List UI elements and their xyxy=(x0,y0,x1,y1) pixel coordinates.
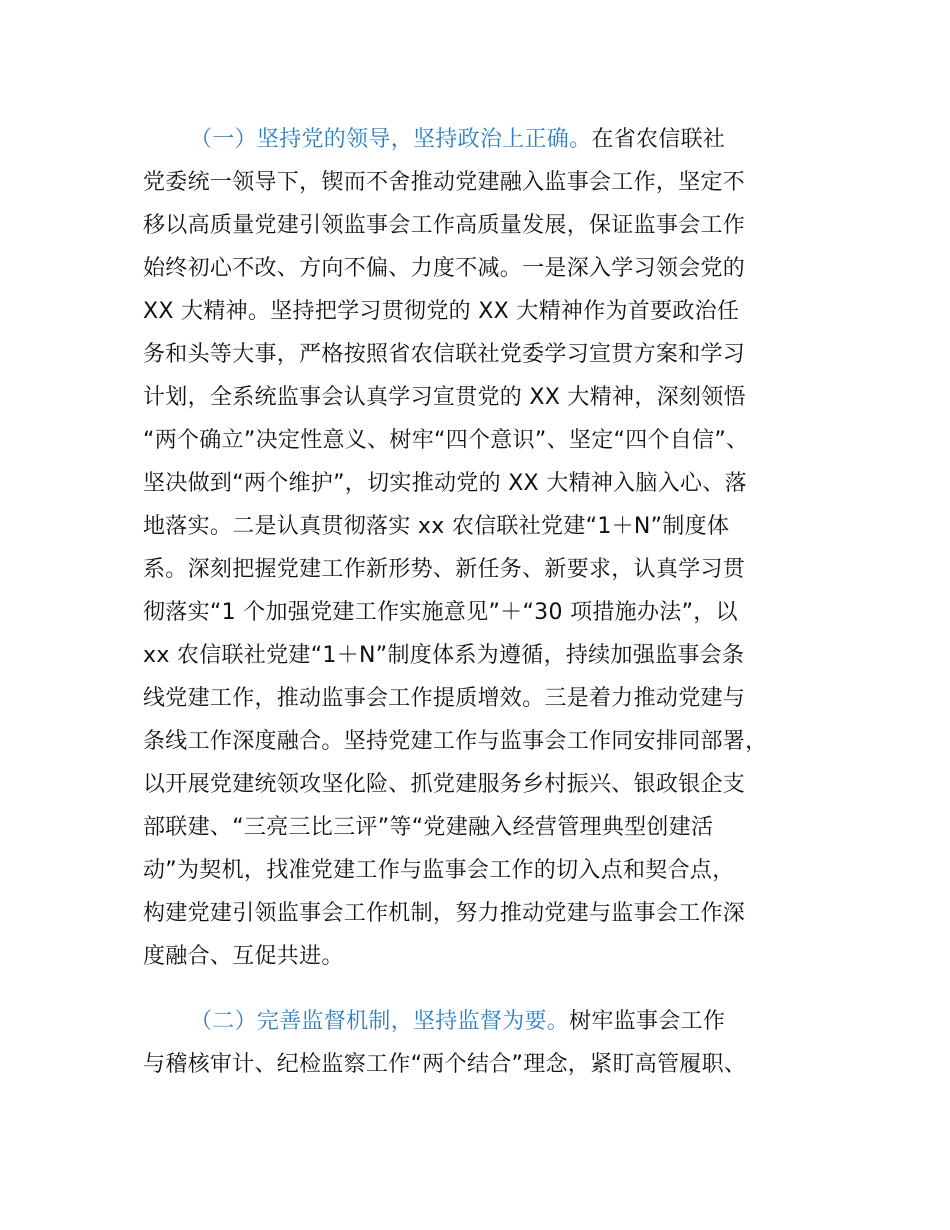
body-line: 条线工作深度融合。坚持党建工作与监事会工作同安排同部署， xyxy=(143,729,768,754)
body-line: 动”为契机，找准党建工作与监事会工作的切入点和契合点， xyxy=(143,858,735,883)
body-line: 始终初心不改、方向不偏、力度不减。一是深入学习领会党的 xyxy=(143,256,746,281)
body-line: xx 农信联社党建“1＋N”制度体系为遵循，持续加强监事会条 xyxy=(143,643,745,668)
body-line: 线党建工作，推动监事会工作提质增效。三是着力推动党建与 xyxy=(143,686,746,711)
body-line: XX 大精神。坚持把学习贯彻党的 XX 大精神作为首要政治任 xyxy=(143,299,740,324)
section-heading: （二）完善监督机制，坚持监督为要。 xyxy=(190,1009,570,1034)
body-line: 系。深刻把握党建工作新形势、新任务、新要求，认真学习贯 xyxy=(143,557,746,582)
body-text: 在省农信联社 xyxy=(591,127,726,152)
body-line: 与稽核审计、纪检监察工作“两个结合”理念，紧盯高管履职、 xyxy=(143,1052,747,1077)
paragraph-first-line xyxy=(190,122,725,158)
body-line: 移以高质量党建引领监事会工作高质量发展，保证监事会工作 xyxy=(143,213,746,238)
body-line: 务和头等大事，严格按照省农信联社党委学习宣贯方案和学习 xyxy=(143,342,746,367)
body-line: 部联建、“三亮三比三评”等“党建融入经营管理典型创建活 xyxy=(143,815,714,840)
section-heading: （一）坚持党的领导，坚持政治上正确。 xyxy=(190,127,592,152)
body-line: 坚决做到“两个维护”，切实推动党的 XX 大精神入脑入心、落 xyxy=(143,471,747,496)
body-line: 计划，全系统监事会认真学习宣贯党的 XX 大精神，深刻领悟 xyxy=(143,385,746,410)
body-text: 树牢监事会工作 xyxy=(569,1009,726,1034)
body-line: “两个确立”决定性意义、树牢“四个意识”、坚定“四个自信”、 xyxy=(143,428,749,453)
body-line: 彻落实“1 个加强党建工作实施意见”＋“30 项措施办法”，以 xyxy=(143,600,738,625)
body-line: 度融合、互促共进。 xyxy=(143,944,344,969)
body-line: 地落实。二是认真贯彻落实 xx 农信联社党建“1＋N”制度体 xyxy=(143,514,730,539)
body-line: 党委统一领导下，锲而不舍推动党建融入监事会工作，坚定不 xyxy=(143,170,746,195)
body-line: 构建党建引领监事会工作机制，努力推动党建与监事会工作深 xyxy=(143,901,746,926)
paragraph-first-line xyxy=(190,1004,725,1040)
body-line: 以开展党建统领攻坚化险、抓党建服务乡村振兴、银政银企支 xyxy=(143,772,746,797)
